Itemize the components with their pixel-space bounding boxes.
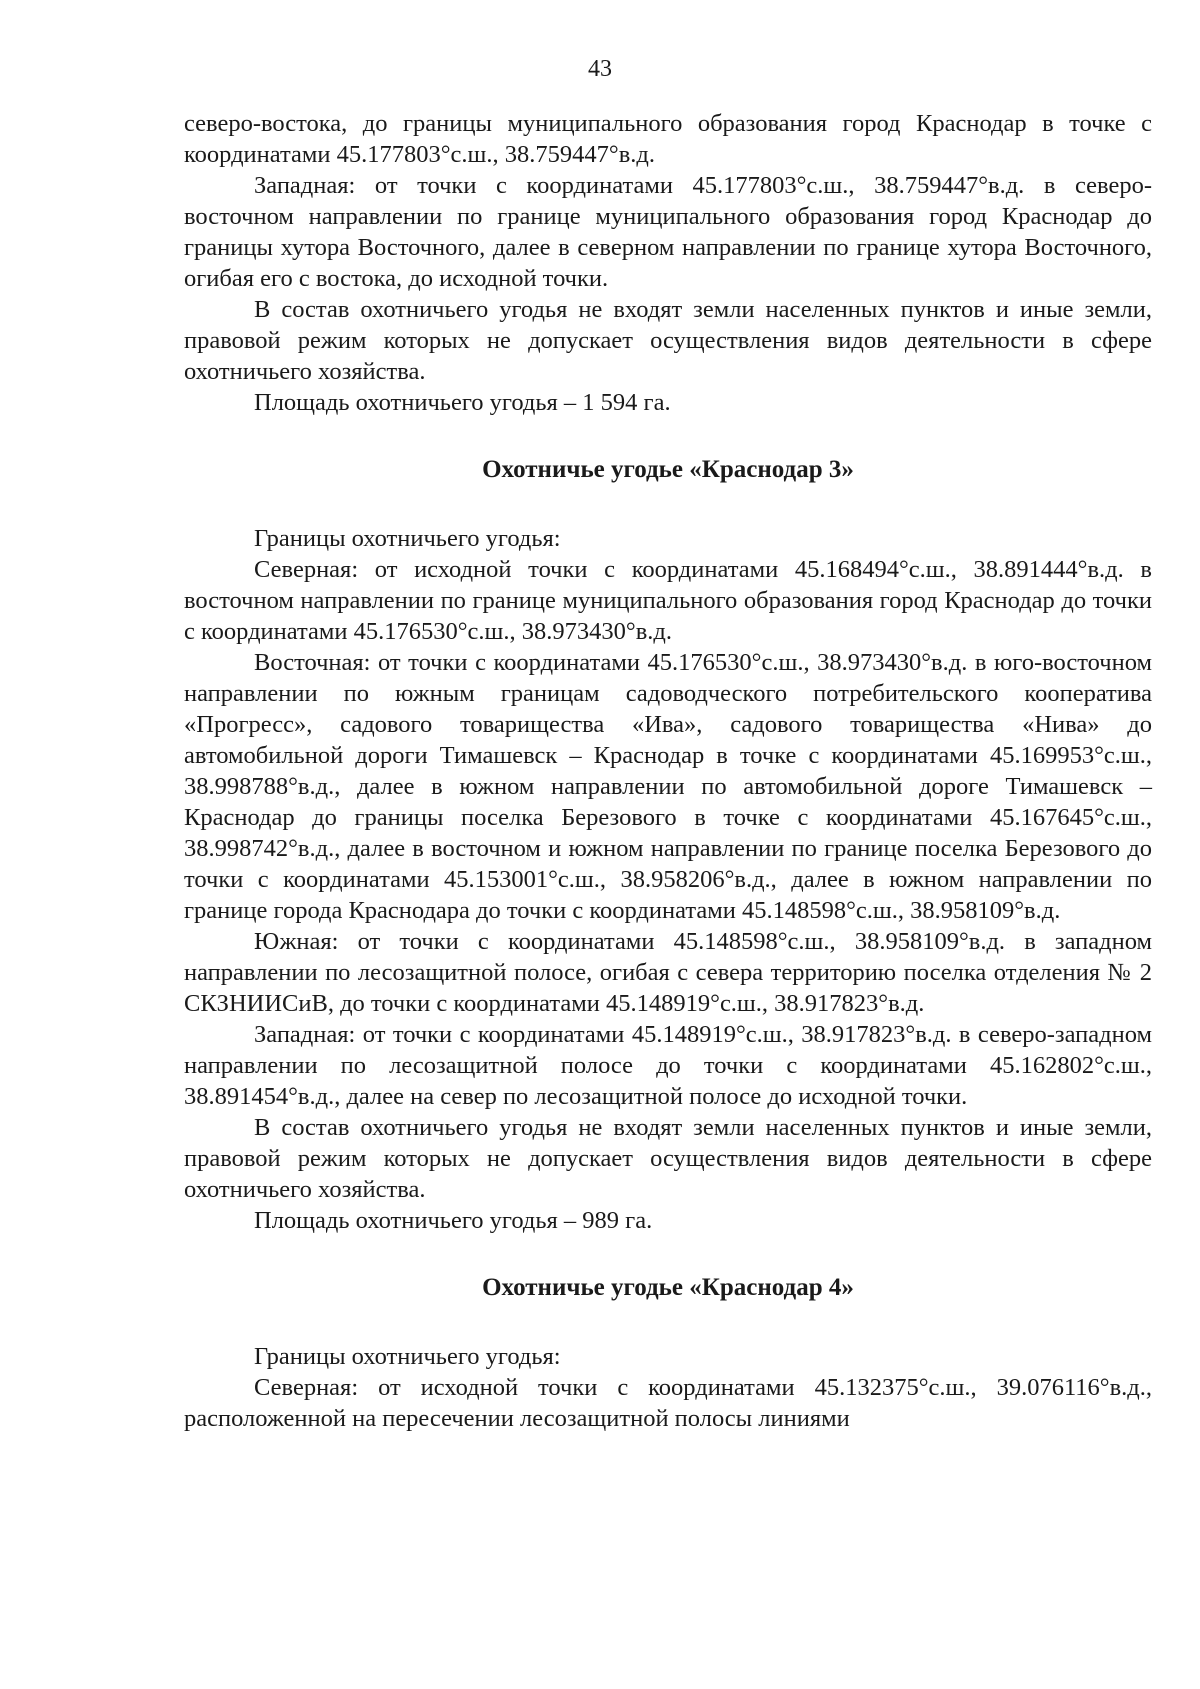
paragraph-northern-boundary: Северная: от исходной точки с координатами 45.168494°с.ш., 38.891444°в.д. в восточном направлении по границе муниципального образования город Краснодар до точки с координатами 45.176530°с.ш., 38.973430°в.д. (184, 556, 1152, 645)
paragraph-southern-boundary: Южная: от точки с координатами 45.148598°с.ш., 38.958109°в.д. в западном направлении по лесозащитной полосе, огибая с севера территорию поселка отделения № 2 СКЗНИИСиВ, до точки с координатами 45.148919°с.ш., 38.917823°в.д. (184, 928, 1152, 1017)
paragraph-area: Площадь охотничьего угодья – 989 га. (254, 1207, 653, 1234)
paragraph-exclusions: В состав охотничьего угодья не входят земли населенных пунктов и иные земли, правовой режим которых не допускает осуществления видов деятельности в сфере охотничьего хозяйства. (184, 296, 1152, 385)
paragraph-continuation: северо-востока, до границы муниципального образования город Краснодар в точке с координатами 45.177803°с.ш., 38.759447°в.д. (184, 110, 1152, 168)
paragraph-western-boundary: Западная: от точки с координатами 45.148919°с.ш., 38.917823°в.д. в северо-западном направлении по лесозащитной полосе до точки с координатами 45.162802°с.ш., 38.891454°в.д., далее на север по лесозащитной полосе до исходной точки. (184, 1021, 1152, 1110)
page-number: 43 (588, 56, 612, 82)
section-heading-krasnodar-4: Охотничье угодье «Краснодар 4» (482, 1274, 854, 1301)
section-heading-krasnodar-3: Охотничье угодье «Краснодар 3» (482, 456, 854, 483)
paragraph-northern-boundary: Северная: от исходной точки с координатами 45.132375°с.ш., 39.076116°в.д., расположенной на пересечении лесозащитной полосы линиями (184, 1374, 1152, 1432)
paragraph-boundaries-intro: Границы охотничьего угодья: (254, 525, 561, 552)
document-body (184, 108, 1152, 1434)
paragraph-western-boundary: Западная: от точки с координатами 45.177803°с.ш., 38.759447°в.д. в северо-восточном направлении по границе муниципального образования город Краснодар до границы хутора Восточного, далее в северном направлении по границе хутора Восточного, огибая его с востока, до исходной точки. (184, 172, 1152, 292)
paragraph-eastern-boundary: Восточная: от точки с координатами 45.176530°с.ш., 38.973430°в.д. в юго-восточном направлении по южным границам садоводческого потребительского кооператива «Прогресс», садового товарищества «Ива», садового товарищества «Нива» до автомобильной дороги Тимашевск – Краснодар в точке с координатами 45.169953°с.ш., 38.998788°в.д., далее в южном направлении по автомобильной дороге Тимашевск – Краснодар до границы поселка Березового в точке с координатами 45.167645°с.ш., 38.998742°в.д., далее в восточном и южном направлении по границе поселка Березового до точки с координатами 45.153001°с.ш., 38.958206°в.д., далее в южном направлении по границе города Краснодара до точки с координатами 45.148598°с.ш., 38.958109°в.д. (184, 649, 1152, 924)
paragraph-area: Площадь охотничьего угодья – 1 594 га. (254, 389, 671, 416)
paragraph-exclusions: В состав охотничьего угодья не входят земли населенных пунктов и иные земли, правовой режим которых не допускает осуществления видов деятельности в сфере охотничьего хозяйства. (184, 1114, 1152, 1203)
paragraph-boundaries-intro: Границы охотничьего угодья: (254, 1343, 561, 1370)
